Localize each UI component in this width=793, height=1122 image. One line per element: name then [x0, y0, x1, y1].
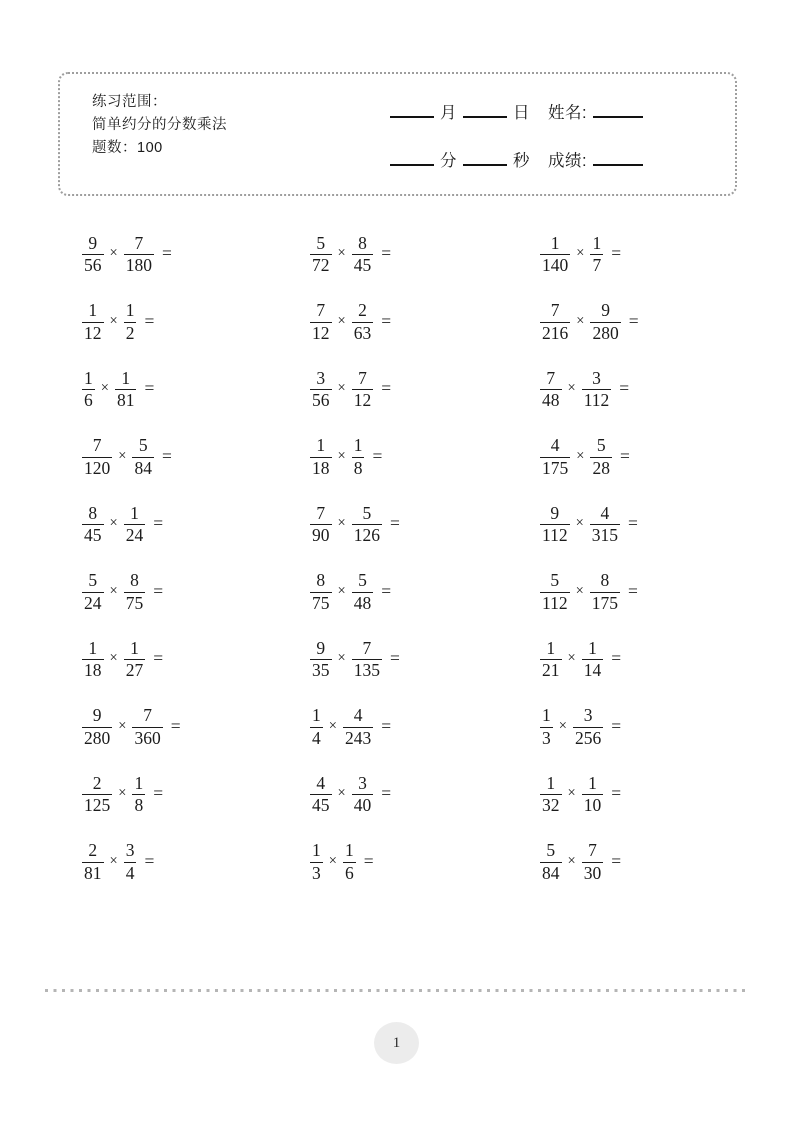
fraction-2-numerator: 9 — [601, 300, 610, 321]
problem — [540, 841, 770, 883]
fraction-2 — [590, 301, 620, 343]
fraction-2 — [352, 639, 382, 681]
fraction-2 — [352, 301, 374, 343]
equals-sign: = — [381, 243, 392, 264]
equals-sign: = — [153, 513, 164, 534]
fraction-2-denominator: 24 — [125, 525, 144, 546]
fraction-1-numerator: 7 — [550, 300, 560, 321]
fraction-2-denominator: 8 — [353, 457, 363, 478]
problem — [82, 504, 310, 546]
multiply-sign: × — [567, 380, 576, 397]
fraction-1-denominator: 12 — [312, 322, 330, 343]
fraction-1 — [82, 234, 104, 276]
multiply-sign: × — [109, 515, 118, 532]
fraction-2-denominator: 315 — [591, 525, 619, 546]
equals-sign: = — [153, 648, 164, 669]
fraction-2-numerator: 7 — [358, 367, 367, 388]
equals-sign: = — [153, 783, 164, 804]
fraction-2-numerator: 1 — [353, 435, 363, 456]
fraction-1-numerator: 1 — [546, 772, 556, 793]
fraction-1-numerator: 1 — [84, 367, 93, 388]
fraction-2-numerator: 1 — [130, 637, 139, 658]
fraction-2 — [590, 234, 603, 276]
fraction-1 — [310, 301, 332, 343]
problem — [82, 436, 310, 478]
fraction-1 — [82, 436, 112, 478]
equals-sign: = — [611, 850, 622, 871]
fraction-2-denominator: 112 — [583, 390, 610, 411]
fraction-1 — [540, 774, 562, 816]
multiply-sign: × — [575, 582, 584, 599]
problem — [540, 774, 770, 816]
fraction-1 — [540, 436, 570, 478]
header-box — [58, 72, 737, 196]
problem — [82, 706, 310, 748]
multiply-sign: × — [337, 245, 346, 262]
multiply-sign: × — [118, 785, 127, 802]
fraction-2-numerator: 4 — [353, 705, 363, 726]
fraction-1-denominator: 125 — [84, 795, 111, 816]
fraction-1 — [540, 841, 562, 883]
fraction-2-numerator: 8 — [130, 570, 139, 591]
multiply-sign: × — [567, 852, 576, 869]
fraction-2-denominator: 135 — [353, 660, 380, 681]
problem — [310, 774, 540, 816]
equals-sign: = — [611, 715, 622, 736]
fraction-2-denominator: 28 — [592, 457, 610, 478]
fraction-2-numerator: 1 — [592, 232, 602, 253]
problem-count: 题数：100 — [92, 140, 163, 156]
fraction-1-numerator: 3 — [316, 367, 326, 388]
multiply-sign: × — [100, 380, 109, 397]
dotted-divider — [45, 989, 749, 992]
equals-sign: = — [153, 580, 164, 601]
multiply-sign: × — [576, 312, 585, 329]
problem — [540, 504, 770, 546]
fraction-2-denominator: 30 — [583, 862, 602, 883]
fraction-2-denominator: 75 — [125, 592, 144, 613]
fraction-2-numerator: 7 — [143, 705, 152, 726]
equals-sign: = — [619, 378, 630, 399]
fraction-1-denominator: 90 — [312, 525, 330, 546]
fraction-1 — [82, 841, 104, 883]
fraction-1 — [540, 639, 562, 681]
equals-sign: = — [161, 243, 172, 264]
fraction-2-numerator: 4 — [600, 502, 610, 523]
fraction-1 — [310, 639, 332, 681]
fraction-2-numerator: 5 — [358, 570, 367, 591]
fraction-2 — [124, 571, 146, 613]
fraction-2-numerator: 1 — [588, 637, 597, 658]
fraction-1-denominator: 4 — [312, 727, 321, 748]
fraction-1 — [310, 234, 332, 276]
fraction-2-denominator: 175 — [591, 592, 619, 613]
fraction-1-denominator: 18 — [84, 660, 102, 681]
fraction-2-denominator: 7 — [592, 255, 602, 276]
fraction-2-numerator: 2 — [358, 300, 367, 321]
header-fill-in-area — [384, 74, 735, 194]
fraction-1-numerator: 1 — [546, 637, 556, 658]
fraction-2-numerator: 1 — [134, 772, 144, 793]
fraction-1-numerator: 7 — [316, 502, 326, 523]
second-blank-line — [463, 151, 507, 166]
equals-sign: = — [389, 513, 400, 534]
fraction-1 — [540, 301, 570, 343]
equals-sign: = — [381, 310, 392, 331]
problem — [82, 234, 310, 276]
problem — [540, 436, 770, 478]
fraction-1 — [310, 369, 332, 411]
fraction-1 — [310, 436, 332, 478]
fraction-2-numerator: 7 — [588, 840, 597, 861]
fraction-1-denominator: 18 — [312, 457, 330, 478]
fraction-2 — [590, 504, 620, 546]
score-blank-line — [593, 151, 643, 166]
date-name-row — [384, 99, 711, 123]
multiply-sign: × — [109, 650, 118, 667]
multiply-sign: × — [567, 650, 576, 667]
fraction-2-denominator: 12 — [353, 390, 372, 411]
fraction-2 — [343, 706, 373, 748]
fraction-1-numerator: 1 — [316, 435, 326, 456]
fraction-1-denominator: 216 — [542, 322, 569, 343]
fraction-1-denominator: 280 — [84, 727, 111, 748]
fraction-2-denominator: 4 — [125, 862, 135, 883]
equals-sign: = — [628, 513, 638, 534]
multiply-sign: × — [575, 515, 584, 532]
fraction-2 — [115, 369, 137, 411]
fraction-2 — [124, 639, 146, 681]
fraction-2-numerator: 5 — [596, 435, 606, 456]
fraction-2-numerator: 3 — [592, 367, 601, 388]
equals-sign: = — [611, 243, 622, 264]
problem — [310, 436, 540, 478]
fraction-1-denominator: 75 — [312, 592, 330, 613]
multiply-sign: × — [337, 785, 346, 802]
problem — [540, 369, 770, 411]
multiply-sign: × — [118, 717, 127, 734]
fraction-1-denominator: 21 — [542, 660, 560, 681]
problems-grid — [82, 221, 770, 896]
fraction-2 — [124, 841, 137, 883]
fraction-2 — [582, 369, 612, 411]
multiply-sign: × — [337, 582, 346, 599]
name-blank-line — [593, 103, 643, 118]
problem — [82, 841, 310, 883]
fraction-1-denominator: 48 — [542, 390, 560, 411]
multiply-sign: × — [109, 245, 118, 262]
fraction-2-denominator: 40 — [353, 795, 372, 816]
multiply-sign: × — [337, 380, 346, 397]
fraction-1 — [82, 504, 104, 546]
fraction-2-denominator: 6 — [344, 862, 354, 883]
equals-sign: = — [381, 783, 392, 804]
problem — [540, 301, 770, 343]
fraction-1 — [82, 369, 95, 411]
multiply-sign: × — [337, 447, 346, 464]
equals-sign: = — [628, 580, 638, 601]
fraction-2-denominator: 243 — [344, 727, 372, 748]
fraction-2 — [582, 639, 604, 681]
fraction-2-denominator: 14 — [583, 660, 602, 681]
fraction-1-denominator: 112 — [542, 592, 568, 613]
problem — [310, 571, 540, 613]
fraction-2 — [352, 571, 374, 613]
equals-sign: = — [611, 648, 622, 669]
problem — [310, 706, 540, 748]
problem — [310, 504, 540, 546]
fraction-1-numerator: 4 — [550, 435, 560, 456]
fraction-1-denominator: 140 — [542, 255, 569, 276]
fraction-2 — [352, 436, 365, 478]
equals-sign: = — [619, 445, 630, 466]
fraction-1-denominator: 56 — [84, 255, 102, 276]
fraction-1-numerator: 7 — [92, 435, 102, 456]
multiply-sign: × — [328, 852, 337, 869]
equals-sign: = — [170, 715, 181, 736]
fraction-1-numerator: 9 — [88, 232, 98, 253]
fraction-1-denominator: 45 — [84, 525, 102, 546]
fraction-2-numerator: 5 — [138, 435, 148, 456]
fraction-2 — [124, 504, 146, 546]
fraction-2-numerator: 5 — [362, 502, 372, 523]
problem — [540, 571, 770, 613]
fraction-2-numerator: 1 — [344, 840, 354, 861]
fraction-2-denominator: 48 — [353, 592, 372, 613]
fraction-2-numerator: 8 — [358, 232, 367, 253]
minute-label: 分 — [440, 152, 457, 170]
fraction-1-numerator: 8 — [316, 570, 326, 591]
equals-sign: = — [381, 715, 392, 736]
problem — [540, 234, 770, 276]
fraction-2 — [590, 571, 620, 613]
problem — [310, 639, 540, 681]
fraction-1-numerator: 9 — [550, 502, 560, 523]
name-label: 姓名: — [548, 104, 588, 122]
fraction-1 — [82, 639, 104, 681]
fraction-1-numerator: 7 — [316, 300, 326, 321]
problem — [82, 639, 310, 681]
equals-sign: = — [363, 850, 374, 871]
fraction-1-numerator: 1 — [88, 637, 98, 658]
problem — [310, 234, 540, 276]
fraction-2 — [582, 841, 604, 883]
fraction-1-numerator: 8 — [88, 502, 98, 523]
equals-sign: = — [628, 310, 639, 331]
fraction-1-numerator: 4 — [316, 772, 326, 793]
fraction-1 — [310, 774, 332, 816]
fraction-2-denominator: 84 — [134, 457, 152, 478]
multiply-sign: × — [337, 312, 346, 329]
multiply-sign: × — [109, 852, 118, 869]
day-label: 日 — [513, 104, 530, 122]
multiply-sign: × — [567, 785, 576, 802]
fraction-2-denominator: 360 — [134, 727, 161, 748]
fraction-1-numerator: 9 — [92, 705, 102, 726]
fraction-2-denominator: 280 — [592, 322, 619, 343]
fraction-2 — [132, 706, 162, 748]
problem — [310, 841, 540, 883]
fraction-1-denominator: 3 — [312, 862, 321, 883]
multiply-sign: × — [118, 447, 127, 464]
header-info — [60, 74, 384, 194]
fraction-1 — [310, 841, 323, 883]
fraction-1 — [540, 234, 570, 276]
problem — [310, 301, 540, 343]
fraction-1-numerator: 2 — [92, 772, 102, 793]
fraction-1-numerator: 5 — [316, 232, 326, 253]
fraction-1 — [82, 571, 104, 613]
score-label: 成绩: — [548, 152, 588, 170]
fraction-2-denominator: 81 — [116, 390, 135, 411]
fraction-1-numerator: 2 — [88, 840, 98, 861]
page-number: 1 — [392, 1034, 401, 1051]
fraction-1-denominator: 56 — [312, 390, 330, 411]
multiply-sign: × — [576, 447, 585, 464]
fraction-2 — [343, 841, 356, 883]
fraction-1-numerator: 5 — [88, 570, 98, 591]
fraction-1-numerator: 1 — [550, 232, 560, 253]
fraction-1-numerator: 5 — [546, 840, 556, 861]
multiply-sign: × — [576, 245, 585, 262]
fraction-1-denominator: 3 — [542, 727, 551, 748]
fraction-2 — [590, 436, 612, 478]
fraction-2-numerator: 3 — [583, 705, 593, 726]
fraction-1 — [540, 369, 562, 411]
fraction-1 — [82, 301, 104, 343]
fraction-2-denominator: 45 — [353, 255, 372, 276]
equals-sign: = — [381, 378, 392, 399]
problem — [540, 639, 770, 681]
problem — [82, 301, 310, 343]
fraction-2 — [132, 436, 154, 478]
month-blank-line — [390, 103, 434, 118]
fraction-1-denominator: 6 — [84, 390, 93, 411]
day-blank-line — [463, 103, 507, 118]
multiply-sign: × — [109, 312, 118, 329]
fraction-1-numerator: 7 — [546, 367, 556, 388]
fraction-2-numerator: 7 — [134, 232, 144, 253]
fraction-2 — [352, 504, 382, 546]
fraction-2-numerator: 1 — [121, 367, 131, 388]
multiply-sign: × — [337, 515, 346, 532]
fraction-1-numerator: 1 — [88, 300, 98, 321]
fraction-2-numerator: 8 — [600, 570, 610, 591]
fraction-1 — [310, 706, 323, 748]
fraction-1-denominator: 84 — [542, 862, 560, 883]
problem — [82, 774, 310, 816]
month-label: 月 — [440, 104, 457, 122]
problem — [82, 369, 310, 411]
equals-sign: = — [611, 783, 622, 804]
fraction-2 — [582, 774, 604, 816]
equals-sign: = — [372, 445, 383, 466]
time-score-row — [384, 147, 711, 171]
page-number-badge — [374, 1022, 419, 1064]
equals-sign: = — [381, 580, 392, 601]
fraction-2 — [124, 234, 154, 276]
multiply-sign: × — [328, 717, 337, 734]
problem — [82, 571, 310, 613]
fraction-1-numerator: 5 — [550, 570, 560, 591]
second-label: 秒 — [513, 152, 530, 170]
equals-sign: = — [389, 648, 400, 669]
fraction-1-denominator: 24 — [84, 592, 102, 613]
fraction-1-denominator: 81 — [84, 862, 102, 883]
fraction-2 — [132, 774, 145, 816]
fraction-2-numerator: 3 — [358, 772, 367, 793]
fraction-1-denominator: 32 — [542, 795, 560, 816]
fraction-1 — [540, 571, 570, 613]
fraction-1-numerator: 1 — [312, 840, 321, 861]
fraction-2-denominator: 180 — [125, 255, 152, 276]
multiply-sign: × — [109, 582, 118, 599]
fraction-2 — [352, 369, 374, 411]
fraction-1 — [540, 504, 570, 546]
practice-scope-value: 简单约分的分数乘法 — [92, 117, 227, 133]
equals-sign: = — [161, 445, 172, 466]
equals-sign: = — [144, 378, 155, 399]
fraction-2-numerator: 1 — [125, 300, 135, 321]
fraction-1-numerator: 1 — [312, 705, 321, 726]
fraction-2 — [352, 234, 374, 276]
fraction-1-denominator: 112 — [542, 525, 568, 546]
fraction-1 — [82, 774, 112, 816]
fraction-1-denominator: 120 — [84, 457, 111, 478]
fraction-1 — [82, 706, 112, 748]
fraction-2-denominator: 63 — [353, 322, 372, 343]
fraction-1-denominator: 72 — [312, 255, 330, 276]
multiply-sign: × — [337, 650, 346, 667]
fraction-2-denominator: 2 — [125, 322, 135, 343]
problem — [540, 706, 770, 748]
minute-blank-line — [390, 151, 434, 166]
fraction-1-denominator: 45 — [312, 795, 330, 816]
fraction-2 — [124, 301, 137, 343]
fraction-1-denominator: 12 — [84, 322, 102, 343]
fraction-2-numerator: 3 — [125, 840, 135, 861]
fraction-1-denominator: 175 — [542, 457, 569, 478]
fraction-2-denominator: 256 — [574, 727, 602, 748]
fraction-1 — [540, 706, 553, 748]
equals-sign: = — [144, 850, 155, 871]
fraction-2-numerator: 7 — [362, 637, 372, 658]
fraction-2 — [573, 706, 603, 748]
fraction-2-numerator: 1 — [588, 772, 597, 793]
fraction-1-numerator: 1 — [542, 705, 551, 726]
fraction-2 — [352, 774, 374, 816]
fraction-2-denominator: 126 — [353, 525, 380, 546]
fraction-2-denominator: 10 — [583, 795, 602, 816]
fraction-2-denominator: 27 — [125, 660, 144, 681]
fraction-1-denominator: 35 — [312, 660, 330, 681]
equals-sign: = — [144, 310, 155, 331]
fraction-1 — [310, 504, 332, 546]
fraction-2-numerator: 1 — [130, 502, 139, 523]
multiply-sign: × — [558, 717, 567, 734]
problem — [310, 369, 540, 411]
fraction-1-numerator: 9 — [316, 637, 326, 658]
practice-scope-label: 练习范围： — [92, 94, 167, 110]
fraction-1 — [310, 571, 332, 613]
fraction-2-denominator: 8 — [134, 795, 144, 816]
